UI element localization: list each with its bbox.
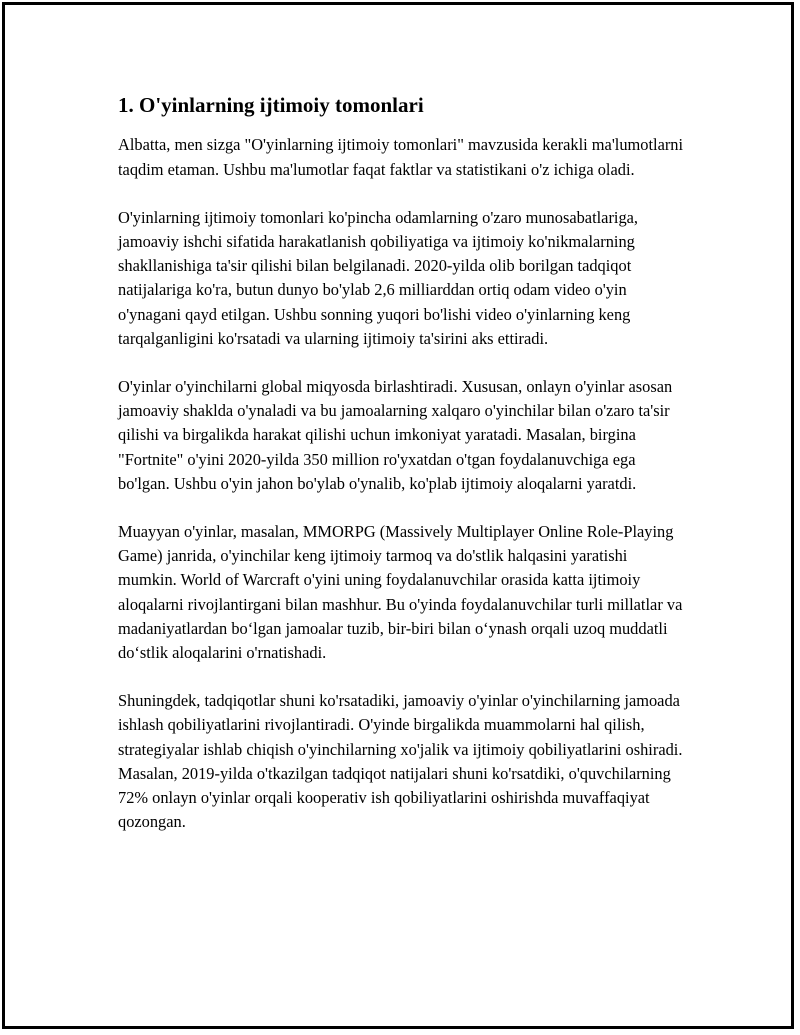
paragraph-5: Shuningdek, tadqiqotlar shuni ko'rsatadiki, jamoaviy o'yinlar o'yinchilarning jamoada ishlash qobiliyatlarini rivojlantiradi. O'yinde birgalikda muammolarni hal qilish, strategiyalar ishlab chiqish o'yinchilarning xo'jalik va ijtimoiy qobiliyatlarini oshiradi. Masalan, 2019-yilda o'tkazilgan tadqiqot natijalari shuni ko'rsatdiki, o'quvchilarning 72% onlayn o'yinlar orqali kooperativ ish qobiliyatlarini oshirishda muvaffaqiyat qozongan. xyxy=(118,691,683,832)
document-body xyxy=(118,92,688,858)
paragraph-1: Albatta, men sizga "O'yinlarning ijtimoiy tomonlari" mavzusida kerakli ma'lumotlarni taqdim etaman. Ushbu ma'lumotlar faqat faktlar va statistikani o'z ichiga oladi. xyxy=(118,135,684,179)
paragraph-3: O'yinlar o'yinchilarni global miqyosda birlashtiradi. Xususan, onlayn o'yinlar asosan jamoaviy shaklda o'ynaladi va bu jamoalarning xalqaro o'yinchilar bilan o'zaro ta'sir qilishi va birgalikda harakat qilishi uchun imkoniyat yaratadi. Masalan, birgina "Fortnite" o'yini 2020-yilda 350 million ro'yxatdan o'tgan foydalanuvchiga ega bo'lgan. Ushbu o'yin jahon bo'ylab o'ynalib, ko'plab ijtimoiy aloqalarni yaratdi. xyxy=(118,376,673,493)
paragraph-2: O'yinlarning ijtimoiy tomonlari ko'pincha odamlarning o'zaro munosabatlariga, jamoaviy ishchi sifatida harakatlanish qobiliyatiga va ijtimoiy ko'nikmalarning shakllanishiga ta'sir qilishi bilan belgilanadi. 2020-yilda olib borilgan tadqiqot natijalariga ko'ra, butun dunyo bo'ylab 2,6 milliarddan ortiq odam video o'yin o'ynagani qayd etilgan. Ushbu sonning yuqori bo'lishi video o'yinlarning keng tarqalganligini ko'rsatadi va ularning ijtimoiy ta'sirini aks ettiradi. xyxy=(118,207,639,348)
section-title: 1. O'yinlarning ijtimoiy tomonlari xyxy=(118,93,424,117)
paragraph-4: Muayyan o'yinlar, masalan, MMORPG (Massively Multiplayer Online Role-Playing Game) janrida, o'yinchilar keng ijtimoiy tarmoq va do'stlik halqasini yaratishi mumkin. World of Warcraft o'yini uning foydalanuvchilar orasida katta ijtimoiy aloqalarni rivojlantirgani bilan mashhur. Bu o'yinda foydalanuvchilar turli millatlar va madaniyatlardan bo‘lgan jamoalar tuzib, bir-biri bilan o‘ynash orqali uzoq muddatli do‘stlik aloqalarini o'rnatishadi. xyxy=(118,521,683,662)
